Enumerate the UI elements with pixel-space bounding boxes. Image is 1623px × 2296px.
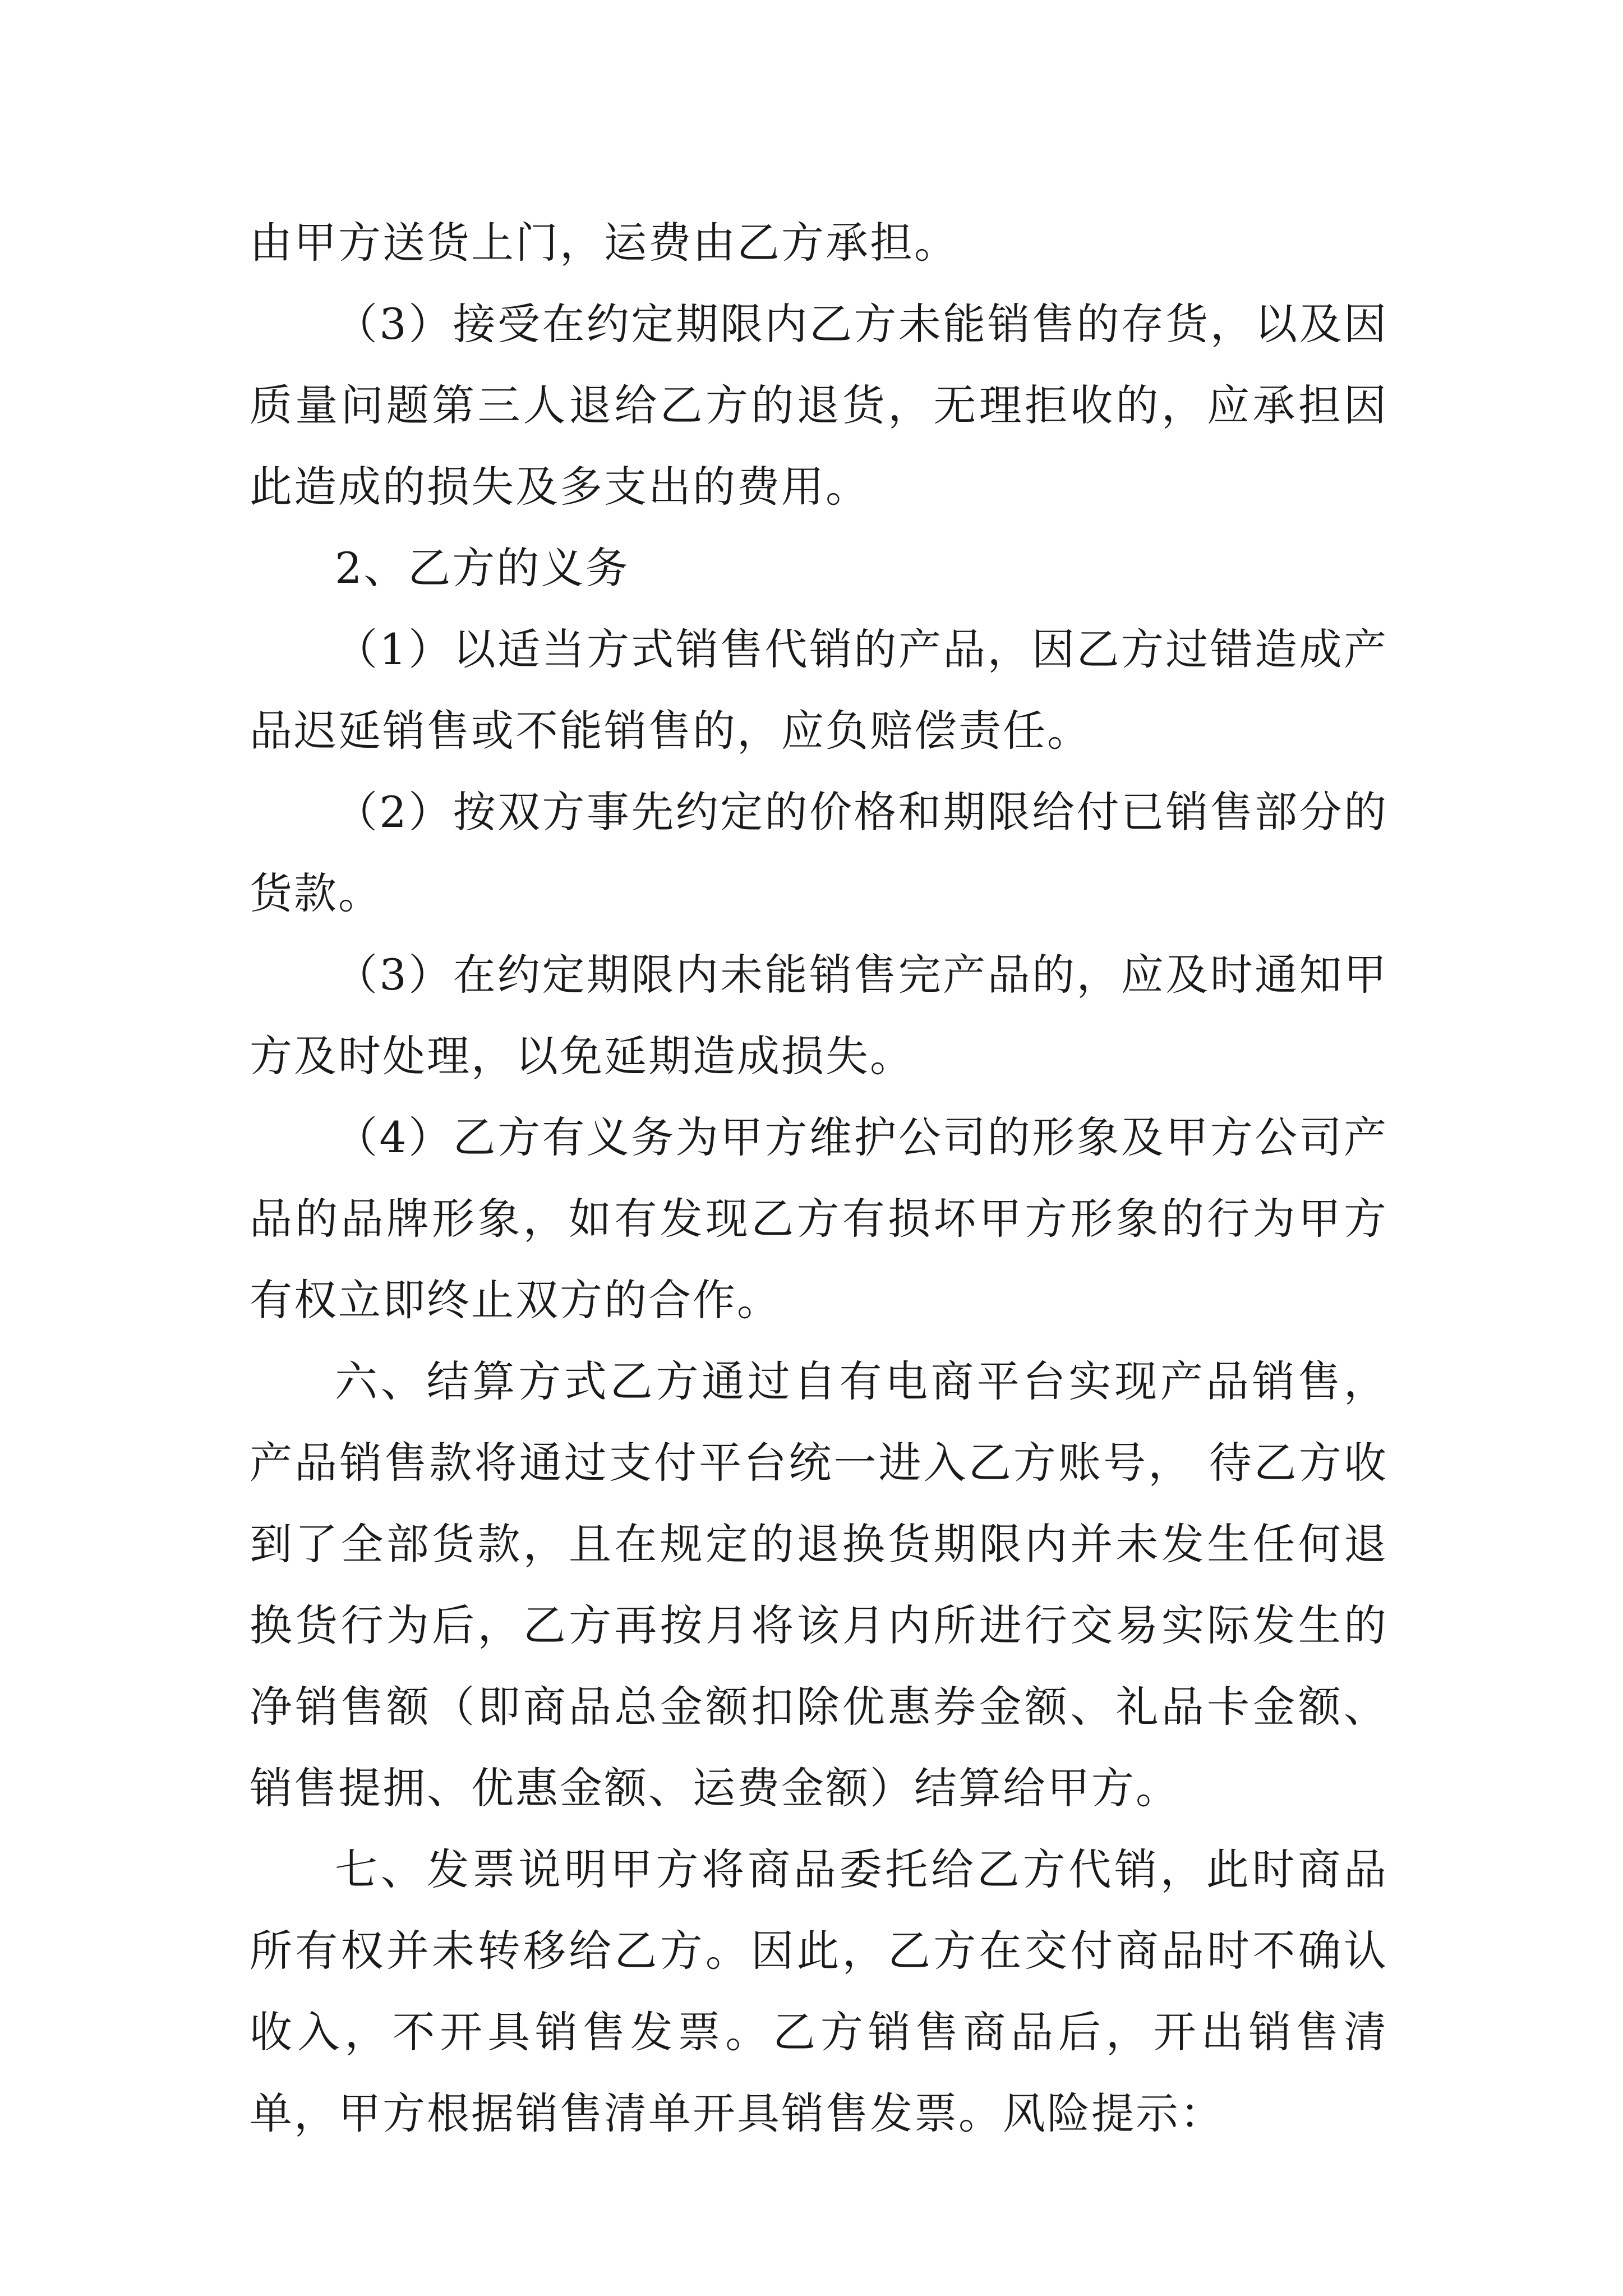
- paragraph-party-b-duty-4: （4）乙方有义务为甲方维护公司的形象及甲方公司产品的品牌形象，如有发现乙方有损坏甲方形象的行为甲方有权立即终止双方的合作。: [250, 1112, 1388, 1325]
- paragraph-settlement-method: 六、结算方式乙方通过自有电商平台实现产品销售，产品销售款将通过支付平台统一进入乙方账号， 待乙方收到了全部货款，且在规定的退换货期限内并未发生任何退换货行为后，乙方再按月将该月内所进行交易实际发生的净销售额（即商品总金额扣除优惠券金额、礼品卡金额、销售提拥、优惠金额、运费金额）结算给甲方。: [250, 1356, 1388, 1813]
- paragraph-party-b-duty-3: （3）在约定期限内未能销售完产品的，应及时通知甲方及时处理，以免延期造成损失。: [250, 950, 1388, 1081]
- paragraph-party-b-duty-2: （2）按双方事先约定的价格和期限给付已销售部分的货款。: [250, 787, 1388, 918]
- paragraph-party-a-duty-3: （3）接受在约定期限内乙方未能销售的存货，以及因质量问题第三人退给乙方的退货，无理拒收的，应承担因此造成的损失及多支出的费用。: [250, 299, 1388, 512]
- paragraph-invoice-description: 七、发票说明甲方将商品委托给乙方代销，此时商品所有权并未转移给乙方。因此，乙方在交付商品时不确认收入，不开具销售发票。乙方销售商品后，开出销售清单，甲方根据销售清单开具销售发票。风险提示：: [250, 1844, 1388, 2138]
- paragraph-party-b-duty-1: （1）以适当方式销售代销的产品，因乙方过错造成产品迟延销售或不能销售的，应负赔偿责任。: [250, 624, 1388, 756]
- document-body: [250, 202, 1388, 2154]
- heading-party-b-obligations: 2、乙方的义务: [335, 543, 630, 593]
- paragraph-delivery-continuation: 由甲方送货上门，运费由乙方承担。: [250, 218, 958, 268]
